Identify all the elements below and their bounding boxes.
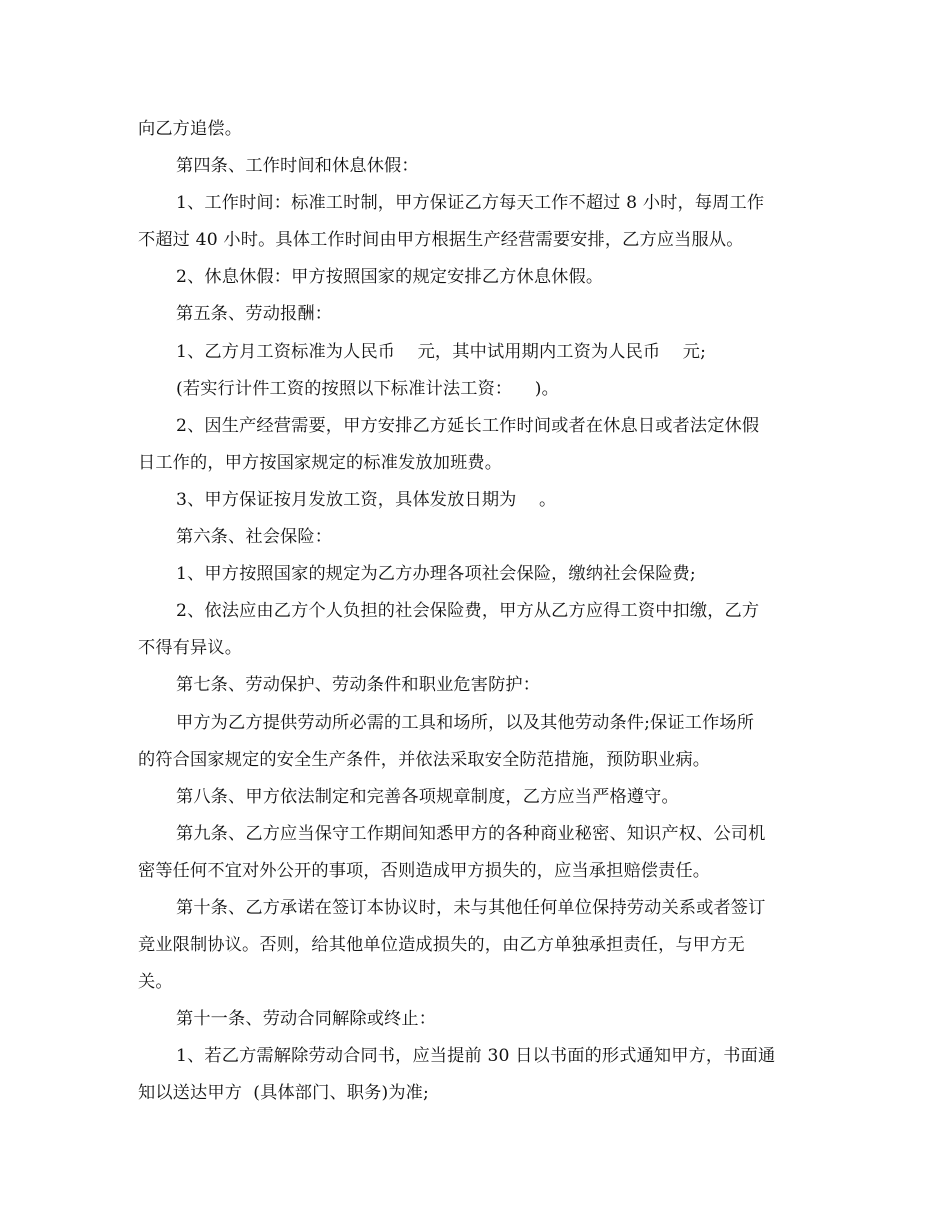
paragraph-line: 3、甲方保证按月发放工资，具体发放日期为 。 [176, 489, 557, 510]
paragraph-line: (若实行计件工资的按照以下标准计法工资： )。 [176, 378, 559, 399]
paragraph-line: 1、若乙方需解除劳动合同书，应当提前 30 日以书面的形式通知甲方，书面通 [176, 1046, 776, 1067]
paragraph-line: 不得有异议。 [138, 638, 243, 659]
section-heading: 第十一条、劳动合同解除或终止： [176, 1009, 437, 1030]
section-heading: 第四条、工作时间和休息休假： [176, 156, 419, 177]
section-heading: 第九条、乙方应当保守工作期间知悉甲方的各种商业秘密、知识产权、公司机 [176, 823, 766, 844]
paragraph-line: 关。 [138, 972, 173, 993]
paragraph-line: 竞业限制协议。否则，给其他单位造成损失的，由乙方单独承担责任，与甲方无 [138, 935, 745, 956]
section-heading: 第八条、甲方依法制定和完善各项规章制度，乙方应当严格遵守。 [176, 786, 679, 807]
section-heading: 第十条、乙方承诺在签订本协议时，未与其他任何单位保持劳动关系或者签订 [176, 897, 766, 918]
section-heading: 第五条、劳动报酬： [176, 304, 333, 325]
paragraph-line: 知以送达甲方 (具体部门、职务)为准; [138, 1083, 429, 1104]
section-heading: 第六条、社会保险： [176, 527, 333, 548]
paragraph-line: 向乙方追偿。 [138, 119, 243, 139]
paragraph-line: 1、乙方月工资标准为人民币 元，其中试用期内工资为人民币 元; [176, 341, 707, 362]
paragraph-line: 日工作的，甲方按国家规定的标准发放加班费。 [138, 452, 503, 473]
paragraph-line: 1、工作时间：标准工时制，甲方保证乙方每天工作不超过 8 小时，每周工作 [176, 193, 765, 214]
paragraph-line: 1、甲方按照国家的规定为乙方办理各项社会保险，缴纳社会保险费; [176, 564, 696, 585]
section-heading: 第七条、劳动保护、劳动条件和职业危害防护： [176, 675, 541, 696]
paragraph-line: 密等任何不宜对外公开的事项，否则造成甲方损失的，应当承担赔偿责任。 [138, 860, 711, 881]
paragraph-line: 的符合国家规定的安全生产条件，并依法采取安全防范措施，预防职业病。 [138, 749, 711, 770]
paragraph-line: 2、依法应由乙方个人负担的社会保险费，甲方从乙方应得工资中扣缴，乙方 [176, 601, 760, 622]
paragraph-line: 2、休息休假：甲方按照国家的规定安排乙方休息休假。 [176, 267, 604, 288]
paragraph-line: 不超过 40 小时。具体工作时间由甲方根据生产经营需要安排，乙方应当服从。 [138, 230, 744, 251]
document-body [138, 111, 813, 1113]
paragraph-line: 2、因生产经营需要，甲方安排乙方延长工作时间或者在休息日或者法定休假 [176, 415, 760, 436]
paragraph-line: 甲方为乙方提供劳动所必需的工具和场所，以及其他劳动条件;保证工作场所 [176, 712, 755, 733]
